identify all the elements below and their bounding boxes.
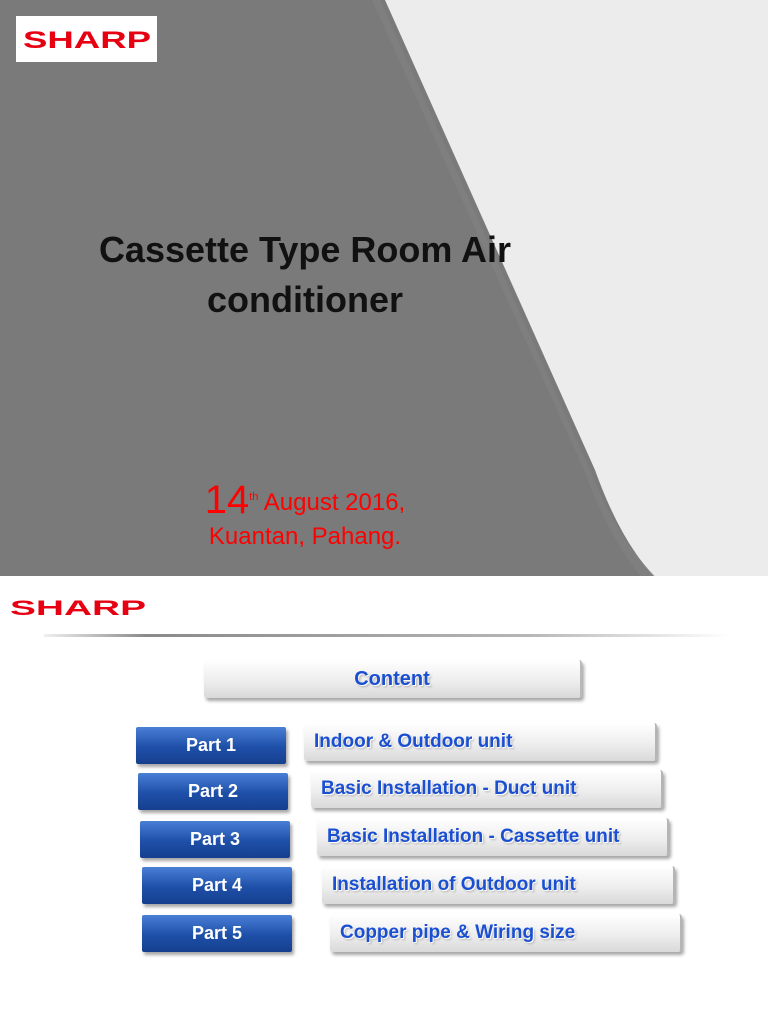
svg-text:SHARP: SHARP bbox=[22, 27, 151, 51]
part-4-topic-label: Installation of Outdoor unit bbox=[332, 874, 576, 895]
part-2-button[interactable] bbox=[138, 773, 288, 810]
part-2-topic-button[interactable] bbox=[311, 770, 663, 808]
part-2-label: Part 2 bbox=[187, 781, 239, 801]
part-1-label: Part 1 bbox=[185, 735, 237, 755]
svg-text:SHARP: SHARP bbox=[10, 597, 146, 618]
sharp-logo-mark bbox=[22, 27, 152, 51]
part-1-topic-label: Indoor & Outdoor unit bbox=[314, 731, 513, 752]
date-suffix: th bbox=[249, 491, 259, 503]
title-line-2: conditioner bbox=[207, 279, 403, 320]
part-3-topic-button[interactable] bbox=[317, 818, 669, 856]
content-heading-button[interactable] bbox=[204, 660, 582, 698]
part-3-button[interactable] bbox=[140, 821, 290, 858]
sharp-logo bbox=[16, 16, 157, 62]
date-line bbox=[150, 480, 460, 520]
content-slide bbox=[0, 576, 768, 1024]
part-2-topic-label: Basic Installation - Duct unit bbox=[321, 778, 577, 799]
part-3-label: Part 3 bbox=[189, 829, 241, 849]
presentation-title bbox=[40, 225, 570, 325]
part-4-label: Part 4 bbox=[191, 875, 243, 895]
part-4-button[interactable] bbox=[142, 867, 292, 904]
event-location: Kuantan, Pahang. bbox=[208, 523, 402, 550]
part-5-topic-label: Copper pipe & Wiring size bbox=[340, 922, 576, 943]
part-5-topic-button[interactable] bbox=[330, 914, 682, 952]
part-5-button[interactable] bbox=[142, 915, 292, 952]
content-heading-label: Content bbox=[354, 667, 430, 690]
part-4-topic-button[interactable] bbox=[322, 866, 675, 904]
title-line-1: Cassette Type Room Air bbox=[98, 229, 512, 270]
header-divider bbox=[44, 634, 730, 637]
event-date bbox=[150, 480, 460, 554]
part-1-topic-button[interactable] bbox=[304, 723, 657, 761]
part-1-button[interactable] bbox=[136, 727, 286, 764]
date-rest: August 2016, bbox=[258, 489, 406, 516]
part-3-topic-label: Basic Installation - Cassette unit bbox=[327, 826, 620, 847]
part-5-label: Part 5 bbox=[191, 923, 243, 943]
sharp-logo-small bbox=[8, 596, 148, 618]
date-day: 14 bbox=[204, 478, 250, 522]
